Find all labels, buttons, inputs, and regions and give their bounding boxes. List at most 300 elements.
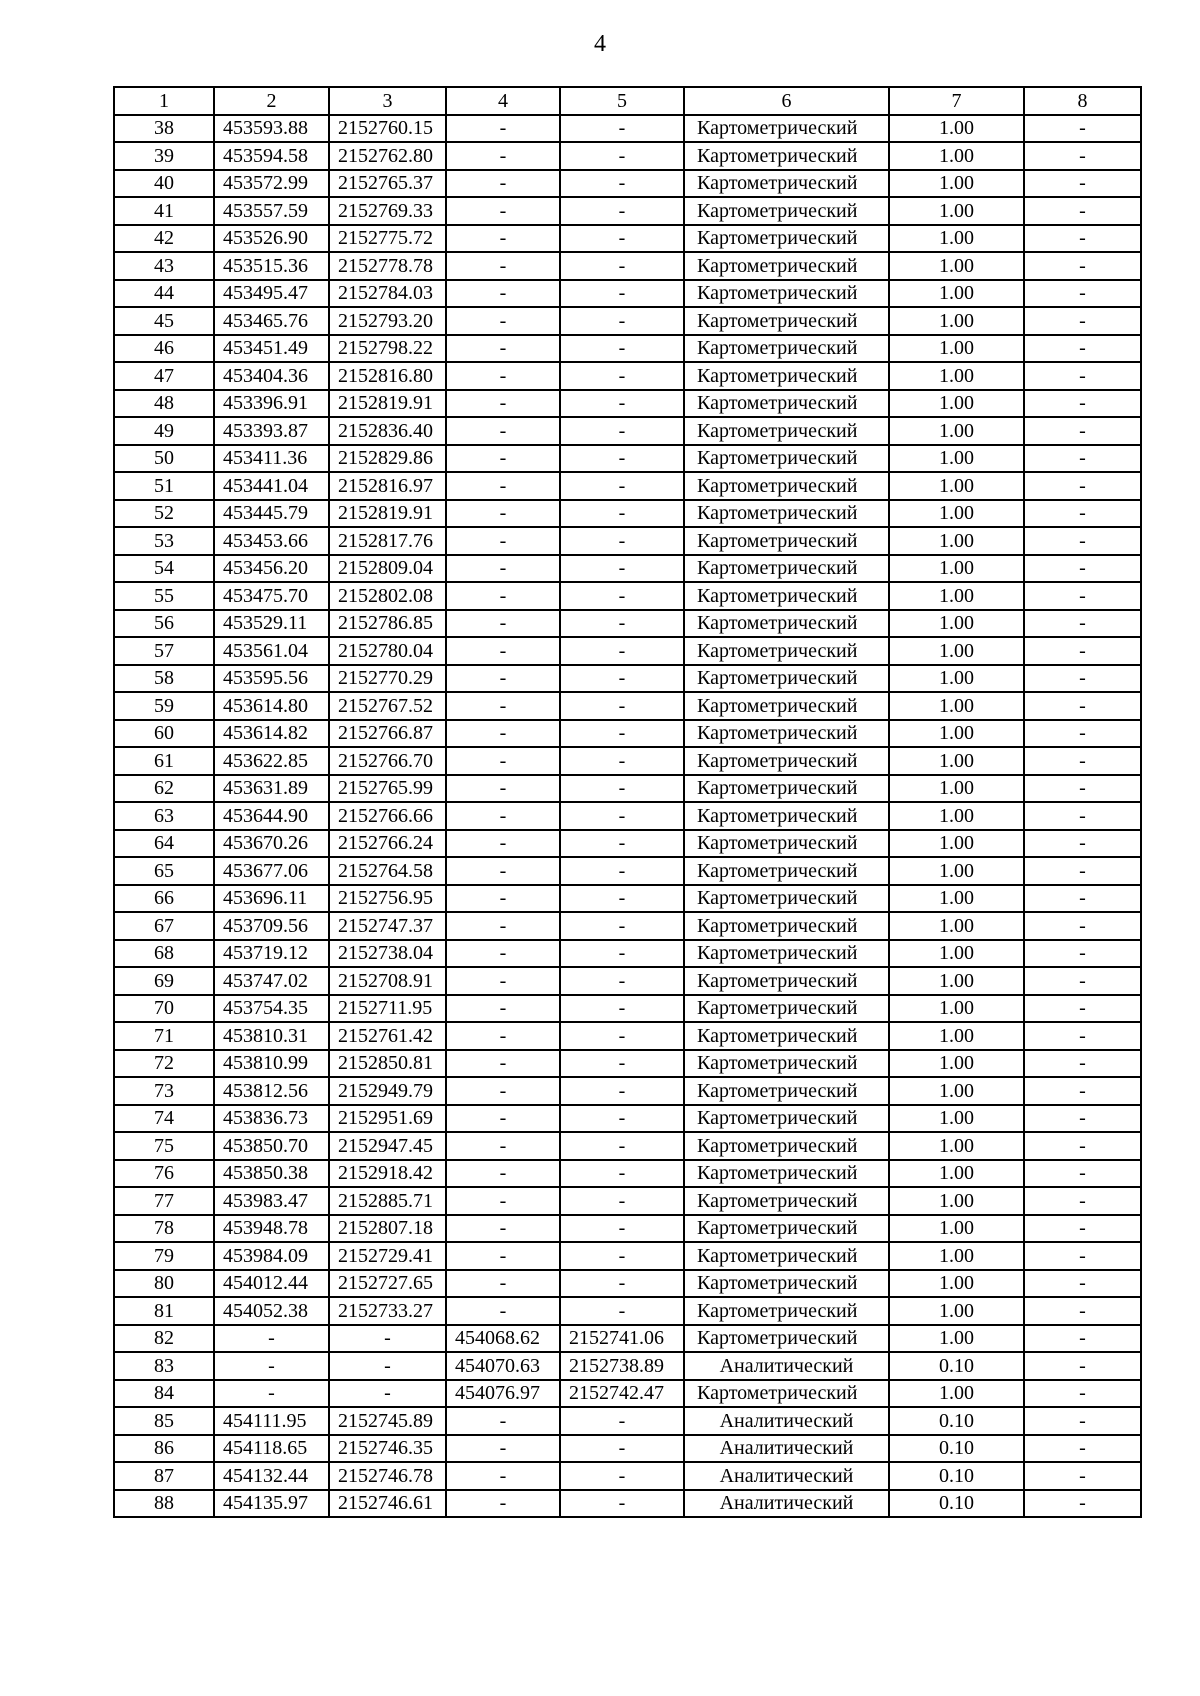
table-cell-col-3: 2152762.80 xyxy=(329,142,446,170)
table-cell-col-5: - xyxy=(560,252,684,280)
table-cell-col-7: 1.00 xyxy=(889,637,1024,665)
table-cell-col-3: 2152885.71 xyxy=(329,1187,446,1215)
table-cell-col-6: Картометрический xyxy=(684,747,889,775)
table-cell-col-6: Картометрический xyxy=(684,417,889,445)
table-cell-col-8: - xyxy=(1024,1215,1141,1243)
table-cell-col-7: 1.00 xyxy=(889,142,1024,170)
table-cell-col-2: 453850.38 xyxy=(214,1160,329,1188)
table-cell-col-8: - xyxy=(1024,1187,1141,1215)
table-cell-col-4: - xyxy=(446,1490,560,1518)
table-cell-col-8: - xyxy=(1024,1352,1141,1380)
table-cell-col-6: Аналитический xyxy=(684,1435,889,1463)
table-cell-col-8: - xyxy=(1024,472,1141,500)
table-cell-col-7: 1.00 xyxy=(889,1380,1024,1408)
table-row xyxy=(114,747,1141,775)
table-cell-col-5: - xyxy=(560,637,684,665)
table-row xyxy=(114,115,1141,143)
table-cell-col-2: 454135.97 xyxy=(214,1490,329,1518)
table-cell-col-1: 41 xyxy=(114,197,214,225)
table-cell-col-6: Картометрический xyxy=(684,197,889,225)
table-cell-col-7: 0.10 xyxy=(889,1352,1024,1380)
column-header-7: 7 xyxy=(889,87,1024,115)
table-cell-col-3: 2152775.72 xyxy=(329,225,446,253)
table-cell-col-3: 2152746.78 xyxy=(329,1462,446,1490)
table-cell-col-4: - xyxy=(446,692,560,720)
table-cell-col-2: 453984.09 xyxy=(214,1242,329,1270)
table-cell-col-5: - xyxy=(560,1270,684,1298)
table-cell-col-8: - xyxy=(1024,1435,1141,1463)
table-cell-col-3: 2152746.61 xyxy=(329,1490,446,1518)
table-cell-col-5: - xyxy=(560,1435,684,1463)
table-cell-col-8: - xyxy=(1024,362,1141,390)
table-cell-col-5: - xyxy=(560,417,684,445)
table-cell-col-7: 1.00 xyxy=(889,335,1024,363)
table-cell-col-3: 2152918.42 xyxy=(329,1160,446,1188)
table-cell-col-8: - xyxy=(1024,142,1141,170)
table-cell-col-2: 453709.56 xyxy=(214,912,329,940)
table-cell-col-2: 454052.38 xyxy=(214,1297,329,1325)
table-cell-col-8: - xyxy=(1024,1050,1141,1078)
table-cell-col-1: 63 xyxy=(114,802,214,830)
table-cell-col-7: 1.00 xyxy=(889,1242,1024,1270)
table-cell-col-8: - xyxy=(1024,1105,1141,1133)
table-cell-col-3: - xyxy=(329,1380,446,1408)
table-cell-col-6: Картометрический xyxy=(684,912,889,940)
table-cell-col-7: 1.00 xyxy=(889,1077,1024,1105)
table-row xyxy=(114,417,1141,445)
table-cell-col-2: - xyxy=(214,1352,329,1380)
table-cell-col-2: 453595.56 xyxy=(214,665,329,693)
table-row xyxy=(114,1160,1141,1188)
table-cell-col-6: Картометрический xyxy=(684,445,889,473)
table-cell-col-6: Картометрический xyxy=(684,170,889,198)
table-cell-col-5: - xyxy=(560,802,684,830)
table-cell-col-6: Картометрический xyxy=(684,1242,889,1270)
table-cell-col-1: 64 xyxy=(114,830,214,858)
table-cell-col-8: - xyxy=(1024,1160,1141,1188)
table-cell-col-3: 2152829.86 xyxy=(329,445,446,473)
table-cell-col-2: 453983.47 xyxy=(214,1187,329,1215)
table-cell-col-5: - xyxy=(560,940,684,968)
table-cell-col-2: 453404.36 xyxy=(214,362,329,390)
table-cell-col-5: - xyxy=(560,472,684,500)
table-cell-col-2: 454012.44 xyxy=(214,1270,329,1298)
table-cell-col-2: 453696.11 xyxy=(214,885,329,913)
table-row xyxy=(114,1462,1141,1490)
table-row xyxy=(114,197,1141,225)
table-row xyxy=(114,995,1141,1023)
table-cell-col-1: 38 xyxy=(114,115,214,143)
table-row xyxy=(114,225,1141,253)
table-cell-col-2: 453677.06 xyxy=(214,857,329,885)
table-cell-col-6: Картометрический xyxy=(684,225,889,253)
table-cell-col-1: 81 xyxy=(114,1297,214,1325)
table-cell-col-7: 1.00 xyxy=(889,857,1024,885)
table-row xyxy=(114,1352,1141,1380)
table-cell-col-2: 453526.90 xyxy=(214,225,329,253)
table-cell-col-1: 61 xyxy=(114,747,214,775)
table-cell-col-4: - xyxy=(446,225,560,253)
table-cell-col-5: - xyxy=(560,912,684,940)
table-cell-col-1: 88 xyxy=(114,1490,214,1518)
table-cell-col-6: Картометрический xyxy=(684,1270,889,1298)
table-cell-col-1: 76 xyxy=(114,1160,214,1188)
table-cell-col-8: - xyxy=(1024,1132,1141,1160)
table-cell-col-3: 2152807.18 xyxy=(329,1215,446,1243)
table-cell-col-7: 1.00 xyxy=(889,445,1024,473)
table-cell-col-2: 453594.58 xyxy=(214,142,329,170)
table-cell-col-5: - xyxy=(560,1297,684,1325)
table-cell-col-1: 52 xyxy=(114,500,214,528)
table-cell-col-6: Картометрический xyxy=(684,637,889,665)
table-cell-col-6: Картометрический xyxy=(684,1132,889,1160)
table-row xyxy=(114,857,1141,885)
table-cell-col-5: - xyxy=(560,1462,684,1490)
table-cell-col-8: - xyxy=(1024,1490,1141,1518)
table-cell-col-2: 453850.70 xyxy=(214,1132,329,1160)
table-cell-col-6: Картометрический xyxy=(684,115,889,143)
table-cell-col-3: 2152798.22 xyxy=(329,335,446,363)
table-cell-col-2: - xyxy=(214,1325,329,1353)
table-cell-col-8: - xyxy=(1024,720,1141,748)
table-cell-col-5: - xyxy=(560,885,684,913)
table-cell-col-8: - xyxy=(1024,1462,1141,1490)
table-cell-col-8: - xyxy=(1024,747,1141,775)
table-cell-col-1: 72 xyxy=(114,1050,214,1078)
table-cell-col-3: 2152778.78 xyxy=(329,252,446,280)
table-cell-col-8: - xyxy=(1024,197,1141,225)
table-cell-col-4: - xyxy=(446,197,560,225)
table-cell-col-6: Картометрический xyxy=(684,830,889,858)
table-cell-col-7: 1.00 xyxy=(889,940,1024,968)
column-header-1: 1 xyxy=(114,87,214,115)
table-cell-col-4: 454068.62 xyxy=(446,1325,560,1353)
table-cell-col-8: - xyxy=(1024,912,1141,940)
table-cell-col-1: 57 xyxy=(114,637,214,665)
table-cell-col-4: - xyxy=(446,527,560,555)
table-cell-col-8: - xyxy=(1024,1242,1141,1270)
table-cell-col-1: 55 xyxy=(114,582,214,610)
table-row xyxy=(114,1297,1141,1325)
table-cell-col-3: 2152760.15 xyxy=(329,115,446,143)
table-cell-col-6: Картометрический xyxy=(684,995,889,1023)
table-cell-col-3: 2152733.27 xyxy=(329,1297,446,1325)
table-cell-col-4: - xyxy=(446,1215,560,1243)
table-row xyxy=(114,912,1141,940)
table-cell-col-8: - xyxy=(1024,857,1141,885)
table-cell-col-7: 1.00 xyxy=(889,225,1024,253)
table-cell-col-2: 453561.04 xyxy=(214,637,329,665)
table-cell-col-6: Картометрический xyxy=(684,720,889,748)
table-cell-col-2: 453593.88 xyxy=(214,115,329,143)
table-cell-col-8: - xyxy=(1024,1077,1141,1105)
table-cell-col-7: 1.00 xyxy=(889,500,1024,528)
table-cell-col-5: - xyxy=(560,857,684,885)
table-cell-col-7: 1.00 xyxy=(889,885,1024,913)
table-cell-col-6: Картометрический xyxy=(684,1077,889,1105)
table-cell-col-3: 2152747.37 xyxy=(329,912,446,940)
table-cell-col-2: 454132.44 xyxy=(214,1462,329,1490)
table-cell-col-7: 1.00 xyxy=(889,362,1024,390)
table-cell-col-7: 1.00 xyxy=(889,995,1024,1023)
table-cell-col-7: 0.10 xyxy=(889,1462,1024,1490)
table-cell-col-2: 453396.91 xyxy=(214,390,329,418)
table-cell-col-5: - xyxy=(560,720,684,748)
table-cell-col-8: - xyxy=(1024,967,1141,995)
table-cell-col-6: Картометрический xyxy=(684,1380,889,1408)
column-header-4: 4 xyxy=(446,87,560,115)
table-row xyxy=(114,1242,1141,1270)
table-row xyxy=(114,1270,1141,1298)
table-cell-col-8: - xyxy=(1024,280,1141,308)
table-cell-col-3: 2152761.42 xyxy=(329,1022,446,1050)
table-cell-col-1: 62 xyxy=(114,775,214,803)
table-cell-col-8: - xyxy=(1024,1325,1141,1353)
table-cell-col-4: - xyxy=(446,802,560,830)
table-cell-col-6: Картометрический xyxy=(684,1215,889,1243)
table-cell-col-1: 45 xyxy=(114,307,214,335)
table-cell-col-8: - xyxy=(1024,995,1141,1023)
table-row xyxy=(114,1105,1141,1133)
table-cell-col-4: - xyxy=(446,1462,560,1490)
table-cell-col-1: 79 xyxy=(114,1242,214,1270)
table-cell-col-2: 453631.89 xyxy=(214,775,329,803)
table-cell-col-3: 2152766.70 xyxy=(329,747,446,775)
table-row xyxy=(114,335,1141,363)
table-cell-col-6: Картометрический xyxy=(684,967,889,995)
table-cell-col-4: - xyxy=(446,115,560,143)
table-cell-col-1: 71 xyxy=(114,1022,214,1050)
table-cell-col-2: 453719.12 xyxy=(214,940,329,968)
table-cell-col-6: Аналитический xyxy=(684,1490,889,1518)
table-cell-col-3: 2152708.91 xyxy=(329,967,446,995)
table-cell-col-8: - xyxy=(1024,335,1141,363)
table-cell-col-6: Аналитический xyxy=(684,1462,889,1490)
table-cell-col-5: - xyxy=(560,1105,684,1133)
table-row xyxy=(114,362,1141,390)
table-cell-col-3: 2152745.89 xyxy=(329,1407,446,1435)
table-cell-col-4: - xyxy=(446,665,560,693)
table-cell-col-1: 73 xyxy=(114,1077,214,1105)
table-cell-col-1: 50 xyxy=(114,445,214,473)
table-cell-col-3: 2152819.91 xyxy=(329,500,446,528)
table-cell-col-5: - xyxy=(560,967,684,995)
table-cell-col-4: - xyxy=(446,252,560,280)
table-cell-col-1: 60 xyxy=(114,720,214,748)
table-cell-col-2: 453810.31 xyxy=(214,1022,329,1050)
table-cell-col-7: 1.00 xyxy=(889,1270,1024,1298)
table-cell-col-1: 48 xyxy=(114,390,214,418)
table-cell-col-3: 2152727.65 xyxy=(329,1270,446,1298)
table-cell-col-3: 2152711.95 xyxy=(329,995,446,1023)
table-cell-col-1: 80 xyxy=(114,1270,214,1298)
table-cell-col-6: Картометрический xyxy=(684,1160,889,1188)
table-cell-col-5: - xyxy=(560,692,684,720)
table-cell-col-7: 0.10 xyxy=(889,1435,1024,1463)
table-cell-col-5: - xyxy=(560,142,684,170)
table-cell-col-8: - xyxy=(1024,1380,1141,1408)
table-body xyxy=(114,115,1141,1518)
table-cell-col-4: - xyxy=(446,170,560,198)
table-cell-col-7: 1.00 xyxy=(889,582,1024,610)
table-cell-col-1: 75 xyxy=(114,1132,214,1160)
table-cell-col-3: 2152766.87 xyxy=(329,720,446,748)
table-cell-col-7: 1.00 xyxy=(889,830,1024,858)
table-cell-col-4: - xyxy=(446,582,560,610)
table-row xyxy=(114,1215,1141,1243)
table-cell-col-2: 454111.95 xyxy=(214,1407,329,1435)
table-cell-col-7: 1.00 xyxy=(889,802,1024,830)
table-cell-col-4: - xyxy=(446,417,560,445)
table-cell-col-4: - xyxy=(446,940,560,968)
table-cell-col-1: 77 xyxy=(114,1187,214,1215)
table-cell-col-5: - xyxy=(560,1242,684,1270)
table-cell-col-4: - xyxy=(446,1132,560,1160)
table-cell-col-1: 51 xyxy=(114,472,214,500)
table-row xyxy=(114,830,1141,858)
table-cell-col-7: 1.00 xyxy=(889,307,1024,335)
table-cell-col-5: - xyxy=(560,1215,684,1243)
column-header-2: 2 xyxy=(214,87,329,115)
table-cell-col-8: - xyxy=(1024,610,1141,638)
table-cell-col-4: - xyxy=(446,472,560,500)
table-cell-col-6: Картометрический xyxy=(684,1187,889,1215)
table-row xyxy=(114,1077,1141,1105)
table-cell-col-2: 453465.76 xyxy=(214,307,329,335)
table-cell-col-4: - xyxy=(446,857,560,885)
column-header-3: 3 xyxy=(329,87,446,115)
table-cell-col-4: - xyxy=(446,1242,560,1270)
table-cell-col-1: 84 xyxy=(114,1380,214,1408)
table-row xyxy=(114,170,1141,198)
table-cell-col-6: Картометрический xyxy=(684,555,889,583)
table-cell-col-8: - xyxy=(1024,1297,1141,1325)
table-cell-col-3: 2152769.33 xyxy=(329,197,446,225)
table-cell-col-1: 69 xyxy=(114,967,214,995)
table-cell-col-7: 1.00 xyxy=(889,1187,1024,1215)
table-row xyxy=(114,637,1141,665)
table-row xyxy=(114,142,1141,170)
table-cell-col-3: 2152770.29 xyxy=(329,665,446,693)
table-cell-col-4: - xyxy=(446,1160,560,1188)
table-cell-col-5: - xyxy=(560,115,684,143)
table-cell-col-2: 453836.73 xyxy=(214,1105,329,1133)
table-cell-col-3: 2152793.20 xyxy=(329,307,446,335)
table-cell-col-8: - xyxy=(1024,665,1141,693)
table-cell-col-5: - xyxy=(560,280,684,308)
table-cell-col-8: - xyxy=(1024,445,1141,473)
table-cell-col-3: 2152850.81 xyxy=(329,1050,446,1078)
table-cell-col-4: - xyxy=(446,445,560,473)
table-cell-col-4: - xyxy=(446,967,560,995)
table-header-row xyxy=(114,87,1141,115)
table-cell-col-7: 1.00 xyxy=(889,775,1024,803)
table-cell-col-2: 453670.26 xyxy=(214,830,329,858)
table-row xyxy=(114,802,1141,830)
table-cell-col-2: 453456.20 xyxy=(214,555,329,583)
table-cell-col-7: 1.00 xyxy=(889,252,1024,280)
table-cell-col-2: - xyxy=(214,1380,329,1408)
table-cell-col-3: - xyxy=(329,1352,446,1380)
table-cell-col-4: - xyxy=(446,720,560,748)
table-cell-col-3: 2152836.40 xyxy=(329,417,446,445)
table-cell-col-6: Картометрический xyxy=(684,1297,889,1325)
table-cell-col-2: 453614.82 xyxy=(214,720,329,748)
table-cell-col-6: Картометрический xyxy=(684,335,889,363)
table-cell-col-2: 453393.87 xyxy=(214,417,329,445)
table-row xyxy=(114,527,1141,555)
table-cell-col-7: 1.00 xyxy=(889,1297,1024,1325)
table-cell-col-3: 2152816.97 xyxy=(329,472,446,500)
table-cell-col-3: 2152951.69 xyxy=(329,1105,446,1133)
table-cell-col-4: - xyxy=(446,500,560,528)
table-cell-col-4: 454070.63 xyxy=(446,1352,560,1380)
table-cell-col-7: 1.00 xyxy=(889,747,1024,775)
table-row xyxy=(114,1490,1141,1518)
table-cell-col-1: 87 xyxy=(114,1462,214,1490)
table-cell-col-1: 85 xyxy=(114,1407,214,1435)
table-cell-col-7: 1.00 xyxy=(889,1022,1024,1050)
table-cell-col-3: 2152767.52 xyxy=(329,692,446,720)
table-cell-col-4: - xyxy=(446,1050,560,1078)
table-cell-col-2: 453529.11 xyxy=(214,610,329,638)
table-cell-col-4: - xyxy=(446,610,560,638)
table-cell-col-8: - xyxy=(1024,1407,1141,1435)
table-cell-col-1: 44 xyxy=(114,280,214,308)
table-cell-col-2: 453948.78 xyxy=(214,1215,329,1243)
table-cell-col-2: 453614.80 xyxy=(214,692,329,720)
table-cell-col-5: - xyxy=(560,995,684,1023)
table-cell-col-6: Картометрический xyxy=(684,582,889,610)
table-row xyxy=(114,1435,1141,1463)
table-cell-col-5: - xyxy=(560,445,684,473)
table-row xyxy=(114,610,1141,638)
table-cell-col-3: 2152947.45 xyxy=(329,1132,446,1160)
table-cell-col-1: 47 xyxy=(114,362,214,390)
table-cell-col-6: Картометрический xyxy=(684,362,889,390)
table-cell-col-1: 67 xyxy=(114,912,214,940)
table-cell-col-4: - xyxy=(446,280,560,308)
table-cell-col-2: 453451.49 xyxy=(214,335,329,363)
table-cell-col-7: 1.00 xyxy=(889,1105,1024,1133)
table-cell-col-3: 2152949.79 xyxy=(329,1077,446,1105)
table-cell-col-7: 1.00 xyxy=(889,665,1024,693)
table-cell-col-7: 1.00 xyxy=(889,912,1024,940)
table-cell-col-7: 1.00 xyxy=(889,1215,1024,1243)
table-cell-col-4: - xyxy=(446,885,560,913)
table-cell-col-1: 83 xyxy=(114,1352,214,1380)
table-cell-col-4: - xyxy=(446,830,560,858)
table-row xyxy=(114,1187,1141,1215)
table-row xyxy=(114,582,1141,610)
table-cell-col-3: 2152766.24 xyxy=(329,830,446,858)
table-cell-col-7: 0.10 xyxy=(889,1407,1024,1435)
table-cell-col-6: Картометрический xyxy=(684,307,889,335)
table-cell-col-8: - xyxy=(1024,527,1141,555)
table-cell-col-6: Картометрический xyxy=(684,665,889,693)
table-cell-col-7: 1.00 xyxy=(889,390,1024,418)
table-cell-col-6: Картометрический xyxy=(684,280,889,308)
table-cell-col-8: - xyxy=(1024,775,1141,803)
table-cell-col-4: - xyxy=(446,390,560,418)
table-row xyxy=(114,1022,1141,1050)
table-cell-col-4: - xyxy=(446,362,560,390)
table-row xyxy=(114,472,1141,500)
table-row xyxy=(114,500,1141,528)
table-cell-col-1: 49 xyxy=(114,417,214,445)
table-cell-col-8: - xyxy=(1024,1022,1141,1050)
table-cell-col-1: 54 xyxy=(114,555,214,583)
